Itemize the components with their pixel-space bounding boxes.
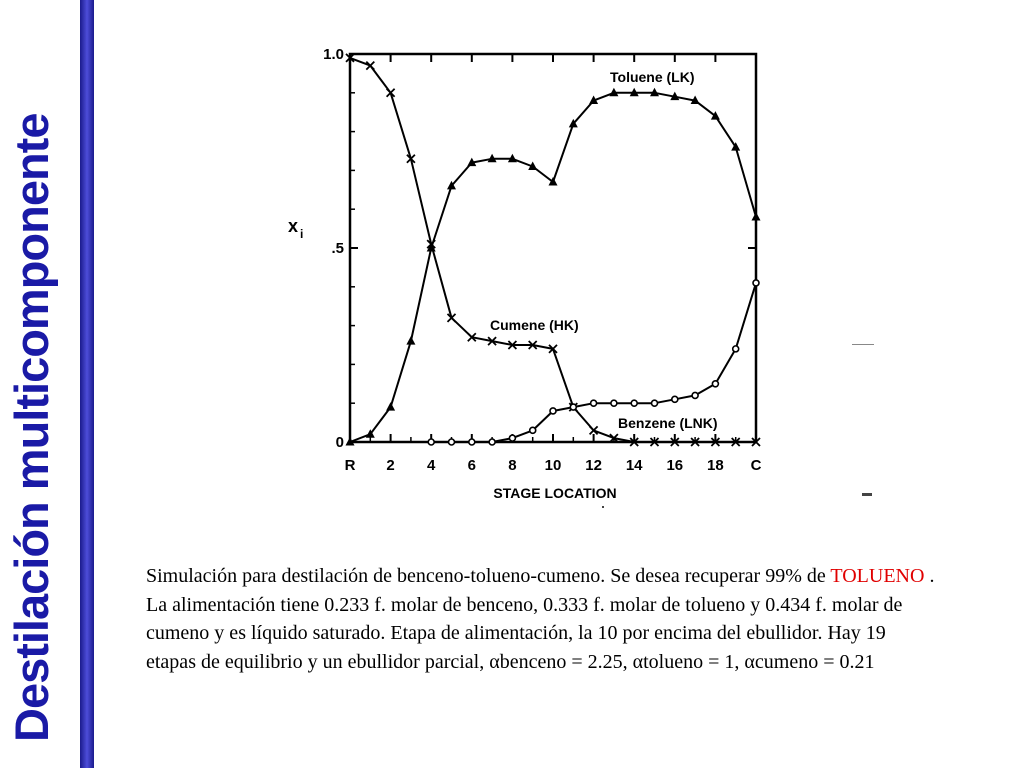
x-tick-label: 8	[508, 457, 517, 474]
scan-speck	[602, 506, 604, 508]
caption-text-5: cumeno = 0.21	[754, 650, 875, 673]
scan-speck	[862, 493, 872, 496]
x-tick-label: R	[344, 457, 356, 474]
x-tick-label: 6	[467, 457, 476, 474]
benzene-point	[509, 435, 515, 441]
toluene-point	[752, 212, 761, 221]
benzene-point	[652, 400, 658, 406]
benzene-point	[692, 392, 698, 398]
stage-composition-chart	[270, 36, 790, 516]
x-tick-label: 2	[386, 457, 395, 474]
caption-text-3: benceno = 2.25,	[499, 650, 633, 673]
caption-text-1: Simulación para destilación de benceno-tolueno-cumeno. Se desea recuperar 99% de	[146, 565, 831, 587]
benzene-point	[611, 400, 617, 406]
plot-frame	[350, 54, 756, 442]
toluene-point	[711, 111, 720, 120]
side-bar	[0, 0, 96, 768]
toluene-point	[386, 402, 395, 411]
y-tick-label: 1.0	[323, 46, 344, 63]
x-tick-label: C	[750, 457, 762, 474]
caption-text-2: . La alimentación tiene 0.233 f. molar de benceno, 0.333 f. molar de tolueno y 0.434 f. molar de cumeno y es líquido saturado. Etapa de alimentación, la 10 por encima del ebullidor. Hay 19 etapas de equilibrio y un ebullidor parcial,	[146, 565, 935, 673]
benzene-point	[469, 439, 475, 445]
caption-text-4: tolueno = 1,	[643, 650, 745, 673]
scan-speck	[852, 344, 874, 345]
slide-caption	[146, 562, 936, 676]
x-tick-label: 10	[544, 457, 562, 474]
cumene-point	[366, 62, 374, 70]
cumene-point	[590, 426, 598, 434]
cumene-line	[350, 58, 756, 442]
benzene-point	[733, 346, 739, 352]
toluene-line	[350, 93, 756, 442]
x-axis-label: STAGE LOCATION	[493, 485, 617, 501]
y-axis-label-subscript: i	[300, 227, 304, 241]
accent-stripe	[80, 0, 94, 768]
y-tick-label: .5	[331, 240, 344, 257]
x-tick-label: 4	[427, 457, 436, 474]
y-axis-label: x	[288, 216, 299, 236]
x-tick-label: 14	[625, 457, 643, 474]
alpha-symbol-toluene: α	[632, 650, 644, 673]
x-tick-label: 12	[585, 457, 602, 474]
caption-highlight: TOLUENO	[830, 565, 925, 587]
benzene-point	[449, 439, 455, 445]
y-tick-label: 0	[335, 434, 344, 451]
benzene-point	[570, 404, 576, 410]
benzene-point	[530, 427, 536, 433]
benzene-point	[753, 280, 759, 286]
slide-title: Destilación multicomponente	[5, 113, 58, 742]
toluene-point	[406, 336, 415, 345]
toluene-point	[549, 177, 558, 186]
benzene-point	[550, 408, 556, 414]
benzene-point	[428, 439, 434, 445]
benzene-point	[489, 439, 495, 445]
cumene-label: Cumene (HK)	[490, 317, 579, 333]
benzene-point	[672, 396, 678, 402]
benzene-point	[591, 400, 597, 406]
alpha-symbol-cumene: α	[744, 650, 755, 673]
x-tick-label: 16	[666, 457, 684, 474]
alpha-symbol-benzene: α	[489, 650, 500, 673]
toluene-label: Toluene (LK)	[610, 69, 695, 85]
benzene-point	[712, 381, 718, 387]
x-tick-label: 18	[707, 457, 724, 474]
benzene-label: Benzene (LNK)	[618, 415, 718, 431]
chart-area	[270, 36, 790, 516]
benzene-point	[631, 400, 637, 406]
